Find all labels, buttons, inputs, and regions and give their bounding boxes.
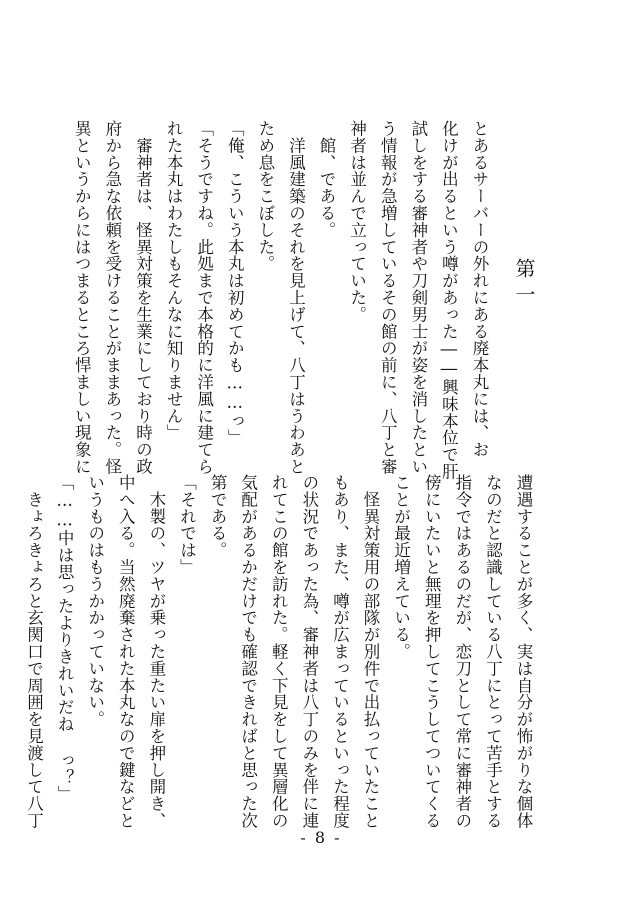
text-line: 府から急な依頼を受けることがままあった。怪 — [102, 120, 122, 475]
text-line: 第である。 — [208, 474, 228, 559]
lower-text-block — [18, 474, 538, 829]
text-line: もあり、また、噂が広まっているといった程度 — [330, 474, 350, 829]
text-line: ことが最近増えている。 — [391, 474, 411, 660]
page-number: - 8 - — [300, 828, 342, 847]
text-line: とあるサーバーの外れにある廃本丸には、お — [470, 120, 489, 458]
text-line: 怪異対策用の部隊が別件で出払っていたこと — [361, 474, 381, 829]
text-line: 「……中は思ったよりきれいだね っ？」 — [55, 474, 75, 803]
text-line: 木製の、ツヤが乗った重たい扉を押し開き、 — [146, 474, 166, 829]
text-line: 「そうですね。此処まで本格的に洋風に建てら — [194, 120, 214, 475]
text-line: 傍にいたいと無理を押してこうしてついてくる — [422, 474, 442, 829]
text-line: 化けが出るという噂があった――興味本位で肝 — [439, 120, 459, 480]
text-line: 「それでは」 — [177, 474, 197, 576]
text-line: ため息をこぼした。 — [255, 120, 275, 273]
chapter-title: 第一 — [512, 258, 536, 310]
text-line: 指令ではあるのだが、恋刀として常に審神者の — [452, 474, 472, 829]
text-line: なのだと認識している八丁にとって苦手とする — [483, 474, 503, 829]
text-line: 異というからにはつまるところ悍ましい現象に — [72, 120, 92, 475]
upper-text-block — [66, 120, 494, 480]
text-line: う情報が急増しているその館の前に、八丁と審 — [378, 120, 398, 475]
text-line: 「俺、こういう本丸は初めてかも……っ」 — [225, 120, 245, 447]
text-line: 神者は並んで立っていた。 — [347, 120, 367, 323]
text-line: いうものはもうかかっていない。 — [85, 474, 105, 728]
text-line: 気配があるかだけでも確認できればと思った次 — [238, 474, 258, 829]
text-line: れてこの館を訪れた。軽く下見をして異層化の — [269, 474, 289, 829]
text-line: きょろきょろと玄関口で周囲を見渡して八丁 — [24, 474, 44, 829]
text-line: 洋風建築のそれを見上げて、八丁はうわあと — [286, 120, 306, 475]
text-line: れた本丸はわたしもそんなに知りません」 — [164, 120, 184, 442]
text-line: 審神者は、怪異対策を生業にしており時の政 — [133, 120, 153, 475]
text-line: 遭遇することが多く、実は自分が怖がりな個体 — [514, 474, 533, 829]
text-line: 中へ入る。当然廃棄された本丸なので鍵などと — [116, 474, 136, 829]
text-line: の状況であった為、審神者は八丁のみを伴に連 — [299, 474, 319, 829]
text-line: 館、である。 — [317, 120, 337, 239]
text-line: 試しをする審神者や刀剣男士が姿を消したとい — [408, 120, 428, 475]
